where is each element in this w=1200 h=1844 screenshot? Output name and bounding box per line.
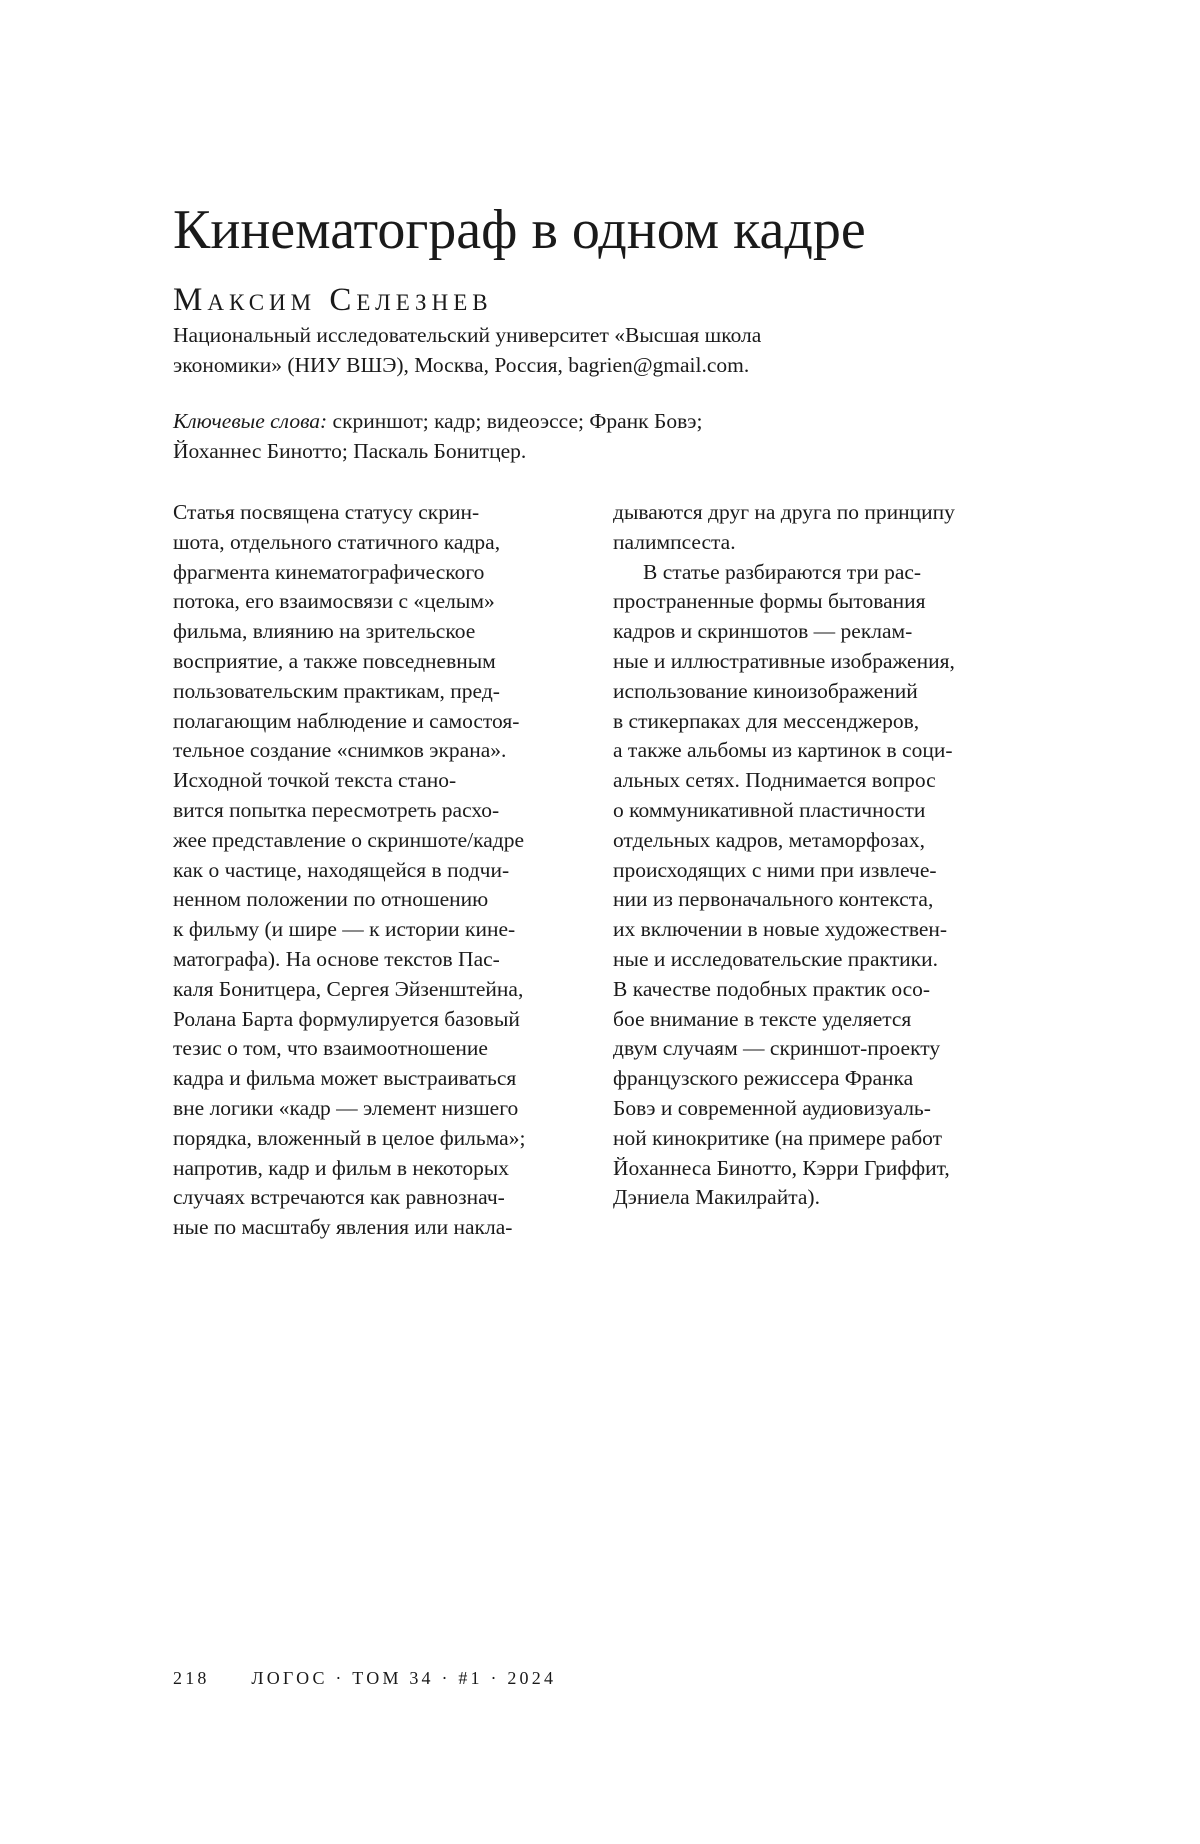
abstract-line: палимпсеста. <box>613 529 736 554</box>
abstract-line: дываются друг на друга по принципу <box>613 500 955 524</box>
abstract-line: Исходной точкой текста стано- <box>173 768 457 793</box>
abstract-line: ные и исследовательские практики. <box>613 946 938 971</box>
keywords-label: Ключевые слова: <box>173 409 328 433</box>
abstract-line: отдельных кадров, метаморфозах, <box>613 827 925 852</box>
affiliation-line: экономики» (НИУ ВШЭ), Москва, Россия, bagrien@gmail.com. <box>173 353 750 377</box>
abstract-line: ненном положении по отношению <box>173 887 489 912</box>
abstract-line: жее представление о скриншоте/кадре <box>173 827 525 852</box>
abstract-column-left <box>173 498 593 1243</box>
abstract-line: пользовательским практикам, пред- <box>173 678 500 703</box>
abstract-line: фильма, влиянию на зрительское <box>173 619 476 644</box>
abstract-line: каля Бонитцера, Сергея Эйзенштейна, <box>173 976 524 1001</box>
author-name: Максим Селезнев <box>173 282 493 318</box>
keywords-line: Йоханнес Бинотто; Паскаль Бонитцер. <box>173 439 527 463</box>
abstract-line: шота, отдельного статичного кадра, <box>173 529 501 554</box>
abstract-line: В статье разбираются три рас- <box>643 559 922 584</box>
keywords-block <box>173 406 873 466</box>
abstract-line: как о частице, находящейся в подчи- <box>173 857 510 882</box>
abstract-line: вне логики «кадр — элемент низшего <box>173 1095 519 1120</box>
affiliation-line: Национальный исследовательский университет «Высшая школа <box>173 323 762 347</box>
abstract-line: Бовэ и современной аудиовизуаль- <box>613 1095 931 1120</box>
abstract-line: ные по масштабу явления или накла- <box>173 1215 513 1240</box>
abstract-line: ной кинокритике (на примере работ <box>613 1125 943 1150</box>
abstract-line: восприятие, а также повседневным <box>173 648 496 673</box>
abstract-line: двум случаям — скриншот-проекту <box>613 1036 941 1061</box>
abstract-line: их включении в новые художествен- <box>613 917 948 942</box>
abstract-line: пространенные формы бытования <box>613 589 926 614</box>
abstract-line: тельное создание «снимков экрана». <box>173 738 507 763</box>
abstract-line: альных сетях. Поднимается вопрос <box>613 768 936 793</box>
keywords-list-part: скриншот; кадр; видеоэссе; Франк Бовэ; <box>327 409 703 433</box>
abstract-line: ные и иллюстративные изображения, <box>613 648 955 673</box>
abstract-line: кадра и фильма может выстраиваться <box>173 1066 517 1091</box>
abstract-line: тезис о том, что взаимоотношение <box>173 1036 488 1061</box>
abstract-line: В качестве подобных практик осо- <box>613 976 931 1001</box>
article-title: Кинематограф в одном кадре <box>173 199 866 261</box>
abstract-line: порядка, вложенный в целое фильма»; <box>173 1125 526 1150</box>
abstract-line: Статья посвящена статусу скрин- <box>173 500 480 524</box>
page-number: 218 <box>173 1668 210 1688</box>
abstract-line: матографа). На основе текстов Пас- <box>173 946 500 971</box>
abstract-line: использование киноизображений <box>613 678 918 703</box>
abstract-line: кадров и скриншотов — реклам- <box>613 619 913 644</box>
abstract-line: французского режиссера Франка <box>613 1066 914 1091</box>
abstract-line: напротив, кадр и фильм в некоторых <box>173 1155 510 1180</box>
page-footer <box>173 1668 556 1689</box>
abstract-line: нии из первоначального контекста, <box>613 887 934 912</box>
abstract-column-right <box>613 498 1033 1213</box>
abstract-line: происходящих с ними при извлече- <box>613 857 937 882</box>
abstract-line: фрагмента кинематографического <box>173 559 485 584</box>
abstract-line: Дэниела Макилрайта). <box>613 1185 820 1210</box>
abstract-line: полагающим наблюдение и самостоя- <box>173 708 520 733</box>
abstract-line: к фильму (и шире — к истории кине- <box>173 917 516 942</box>
abstract-line: потока, его взаимосвязи с «целым» <box>173 589 495 614</box>
abstract-line: в стикерпаках для мессенджеров, <box>613 708 920 733</box>
abstract-line: Ролана Барта формулируется базовый <box>173 1006 520 1031</box>
author-affiliation <box>173 320 873 380</box>
journal-info: ЛОГОС · ТОМ 34 · #1 · 2024 <box>251 1668 557 1688</box>
abstract-line: а также альбомы из картинок в соци- <box>613 738 953 763</box>
abstract-line: бое внимание в тексте уделяется <box>613 1006 912 1031</box>
abstract-line: случаях встречаются как равнознач- <box>173 1185 505 1210</box>
abstract-line: вится попытка пересмотреть расхо- <box>173 797 500 822</box>
keywords-line <box>173 406 873 436</box>
abstract-line: Йоханнеса Бинотто, Кэрри Гриффит, <box>613 1155 950 1180</box>
abstract-line: о коммуникативной пластичности <box>613 797 926 822</box>
